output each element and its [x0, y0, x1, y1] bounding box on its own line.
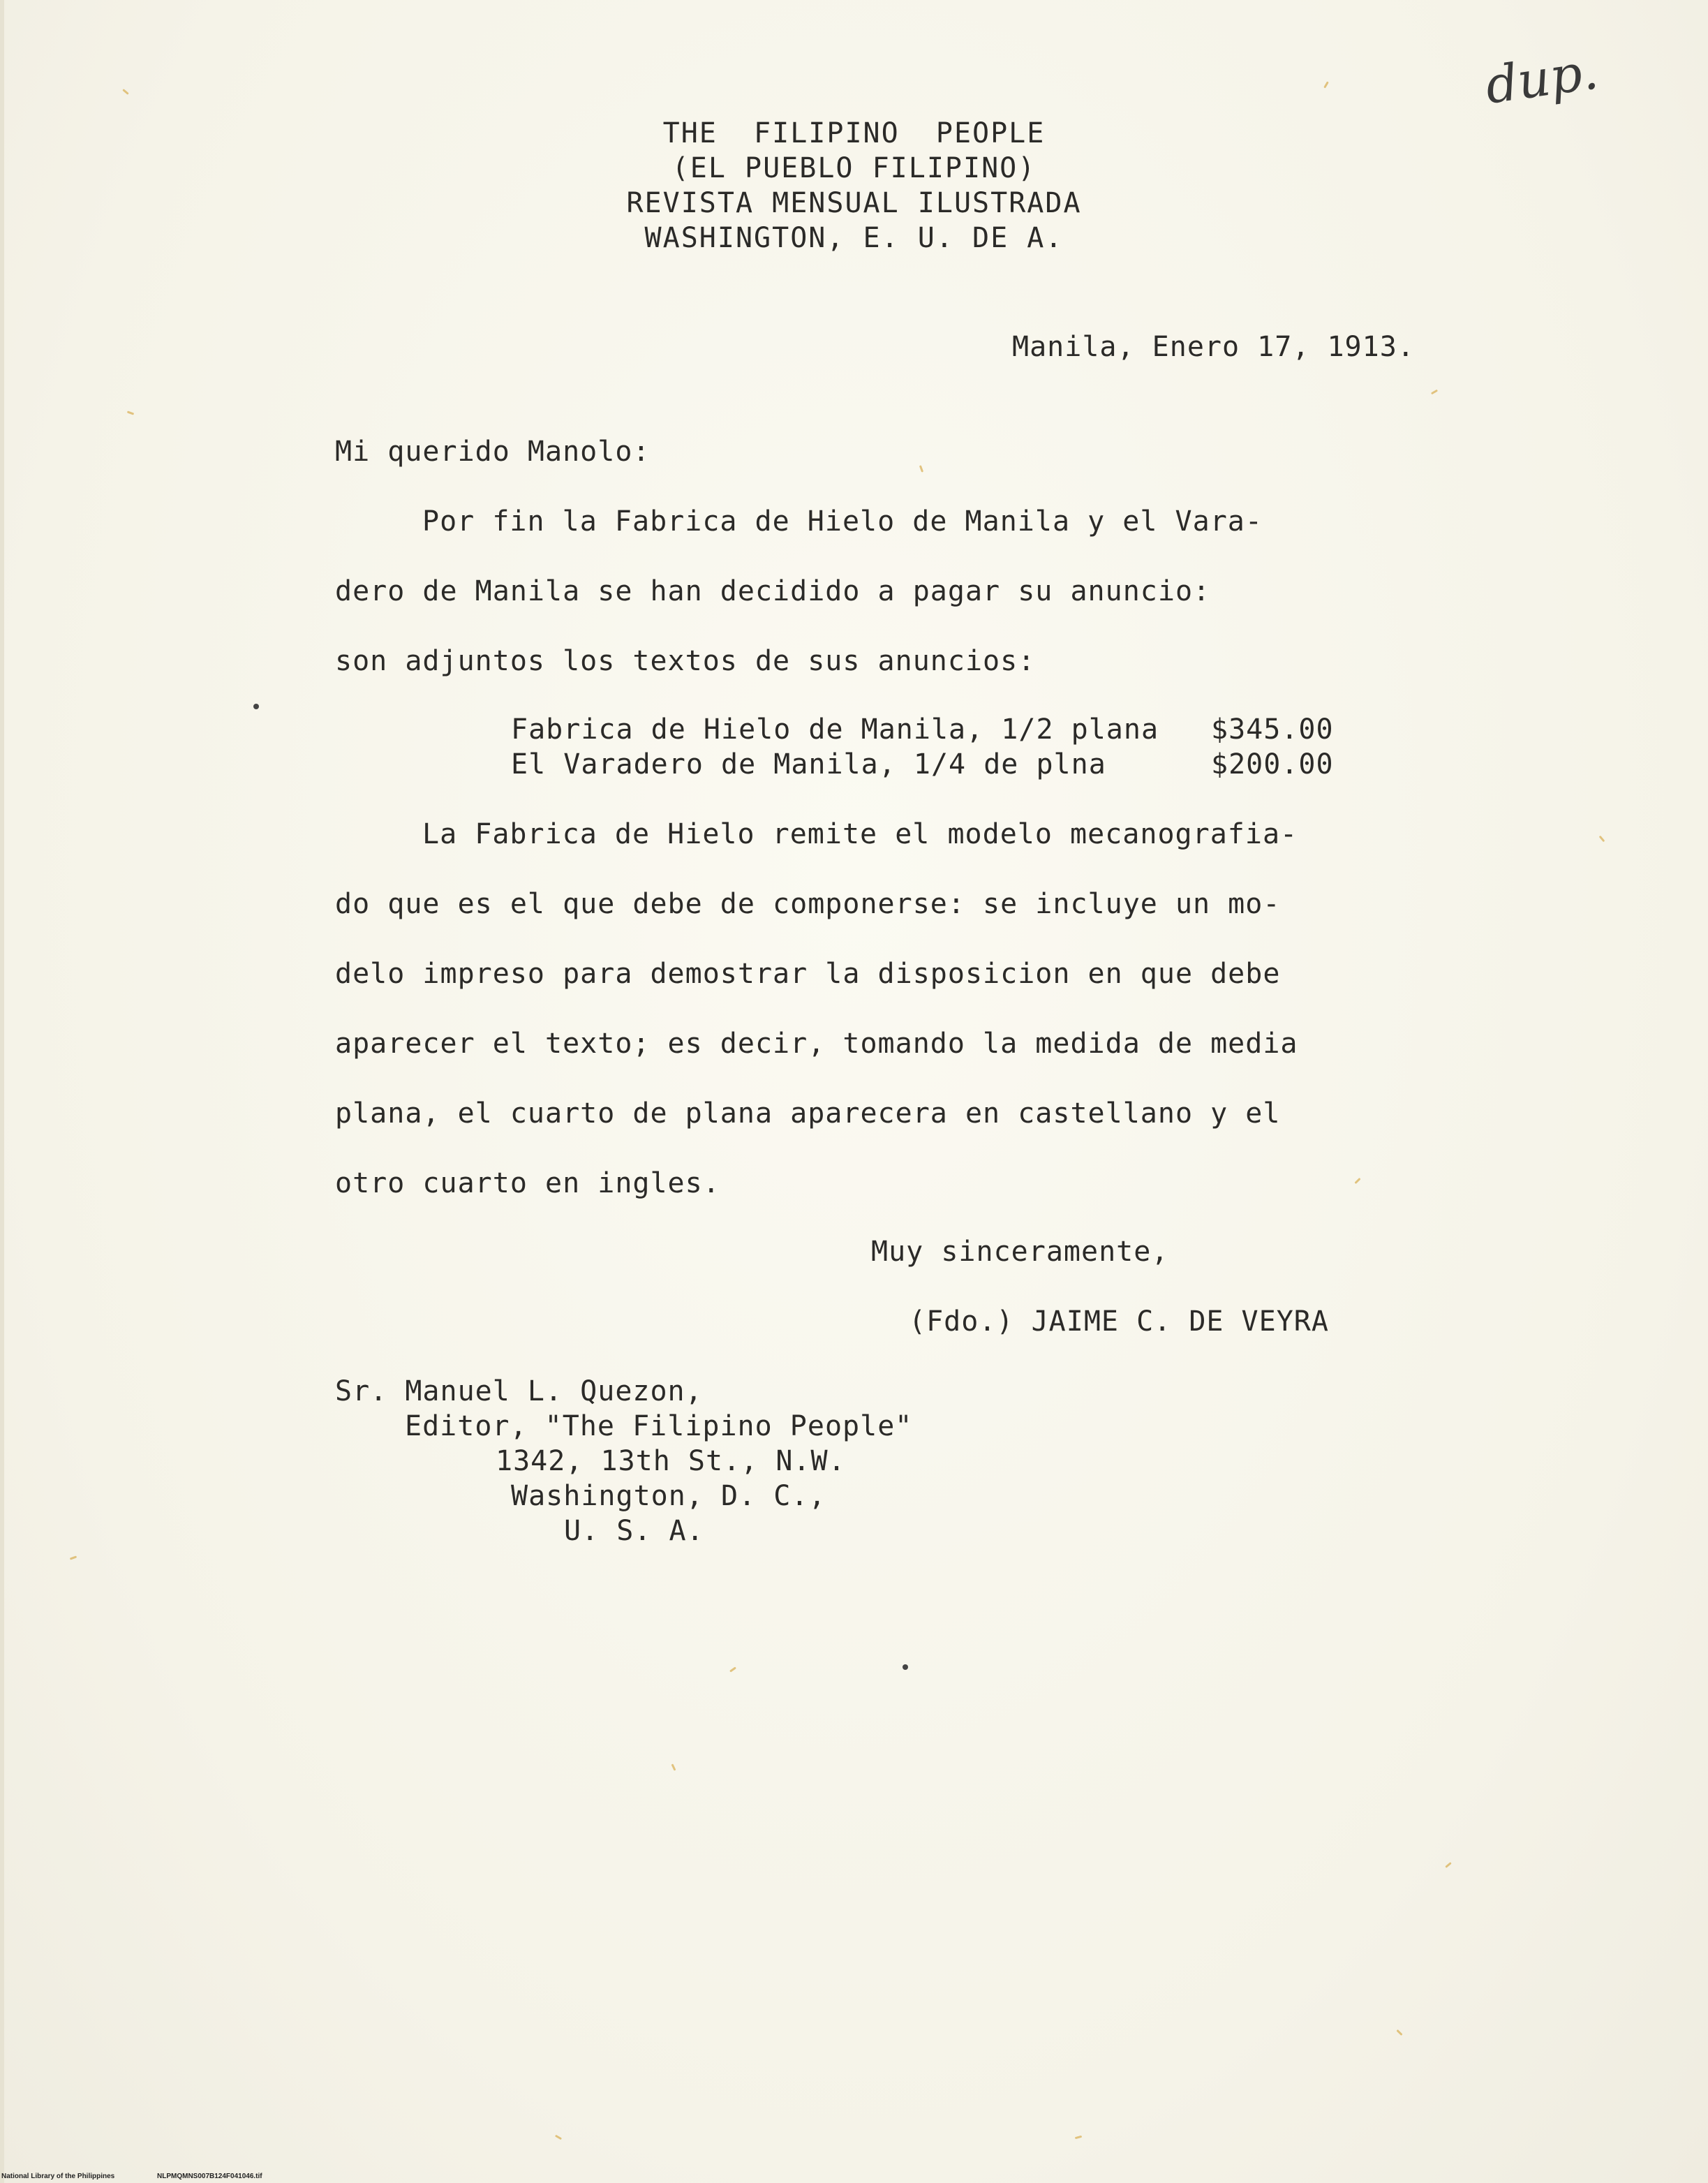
paragraph-2-line-5: plana, el cuarto de plana aparecera en castellano y el: [335, 1097, 1281, 1130]
letterhead-line-4: WASHINGTON, E. U. DE A.: [644, 222, 1064, 254]
archive-credit: National Library of the Philippines: [1, 2173, 115, 2180]
closing: Muy sinceramente,: [871, 1236, 1169, 1268]
paper-fleck: [1599, 836, 1605, 843]
paper-fleck: [1445, 1862, 1452, 1868]
paragraph-1-line-3: son adjuntos los textos de sus anuncios:: [335, 645, 1036, 677]
address-line-3: 1342, 13th St., N.W.: [496, 1445, 846, 1477]
handwritten-annotation: dup.: [1481, 41, 1602, 115]
paper-fleck: [70, 1555, 77, 1560]
letterhead-line-2: (EL PUEBLO FILIPINO): [671, 152, 1037, 184]
paper-fleck: [1323, 81, 1329, 88]
signature: (Fdo.) JAIME C. DE VEYRA: [909, 1305, 1329, 1338]
ink-dot: [253, 704, 259, 709]
paper-fleck: [555, 2135, 562, 2140]
ad-item-amount: $200.00: [1211, 748, 1334, 780]
paper-fleck: [919, 465, 923, 472]
ad-item-amount: $345.00: [1211, 713, 1334, 746]
address-line-5: U. S. A.: [564, 1515, 704, 1547]
paragraph-2-line-6: otro cuarto en ingles.: [335, 1167, 720, 1199]
paragraph-1-line-1: Por fin la Fabrica de Hielo de Manila y el Vara-: [422, 505, 1263, 538]
paragraph-2-line-2: do que es el que debe de componerse: se incluye un mo-: [335, 888, 1281, 920]
paragraph-2-line-3: delo impreso para demostrar la disposicion en que debe: [335, 958, 1281, 990]
paper-fleck: [671, 1763, 676, 1770]
paragraph-2-line-4: aparecer el texto; es decir, tomando la medida de media: [335, 1028, 1298, 1060]
scan-edge: [0, 0, 4, 2183]
paper-fleck: [127, 410, 134, 415]
paper-fleck: [1354, 1178, 1360, 1184]
address-line-1: Sr. Manuel L. Quezon,: [335, 1375, 703, 1407]
salutation: Mi querido Manolo:: [335, 436, 651, 468]
letterhead-line-1: THE FILIPINO PEOPLE: [662, 117, 1046, 149]
ad-item-label: El Varadero de Manila, 1/4 de plna: [511, 748, 1106, 780]
paper-fleck: [122, 89, 129, 95]
paper-fleck: [1396, 2029, 1402, 2036]
paragraph-1-line-2: dero de Manila se han decidido a pagar su anuncio:: [335, 575, 1211, 607]
ad-item-label: Fabrica de Hielo de Manila, 1/2 plana: [511, 713, 1159, 746]
letterhead-line-3: REVISTA MENSUAL ILUSTRADA: [626, 187, 1082, 219]
ink-dot: [903, 1664, 908, 1670]
paper-fleck: [1075, 2136, 1082, 2139]
archive-filename: NLPMQMNS007B124F041046.tif: [157, 2173, 262, 2180]
date-line: Manila, Enero 17, 1913.: [1012, 331, 1415, 363]
address-line-2: Editor, "The Filipino People": [405, 1410, 913, 1442]
address-line-4: Washington, D. C.,: [511, 1480, 826, 1512]
paragraph-2-line-1: La Fabrica de Hielo remite el modelo mecanografia-: [422, 818, 1298, 850]
paper-fleck: [729, 1666, 736, 1672]
paper-fleck: [1431, 390, 1438, 395]
